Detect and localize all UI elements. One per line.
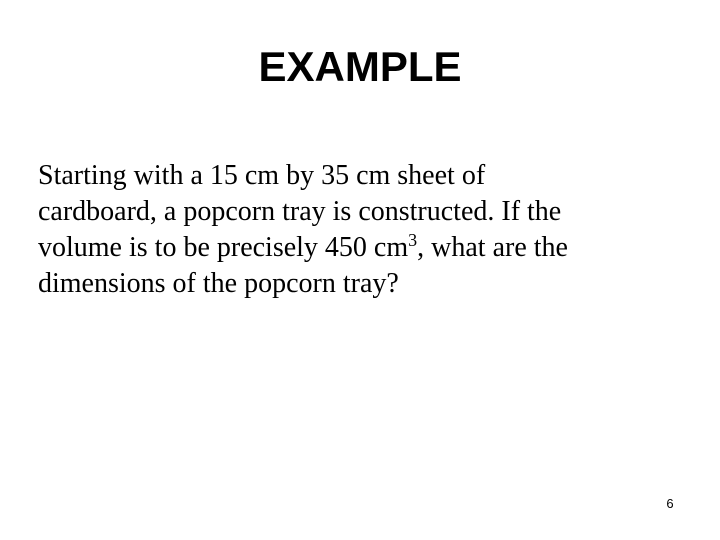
problem-line-3-tail: , what are the (417, 232, 568, 263)
cubic-exponent: 3 (408, 230, 418, 250)
problem-line-3-text: volume is to be precisely 450 cm (38, 232, 409, 263)
problem-line-3 (38, 230, 698, 266)
problem-line-4: dimensions of the popcorn tray? (38, 268, 399, 299)
page-number: 6 (666, 496, 674, 511)
problem-line-2: cardboard, a popcorn tray is constructed. If the (38, 196, 562, 227)
problem-statement (38, 158, 698, 302)
problem-line-1: Starting with a 15 cm by 35 cm sheet of (38, 160, 486, 191)
slide-title: EXAMPLE (258, 43, 462, 90)
